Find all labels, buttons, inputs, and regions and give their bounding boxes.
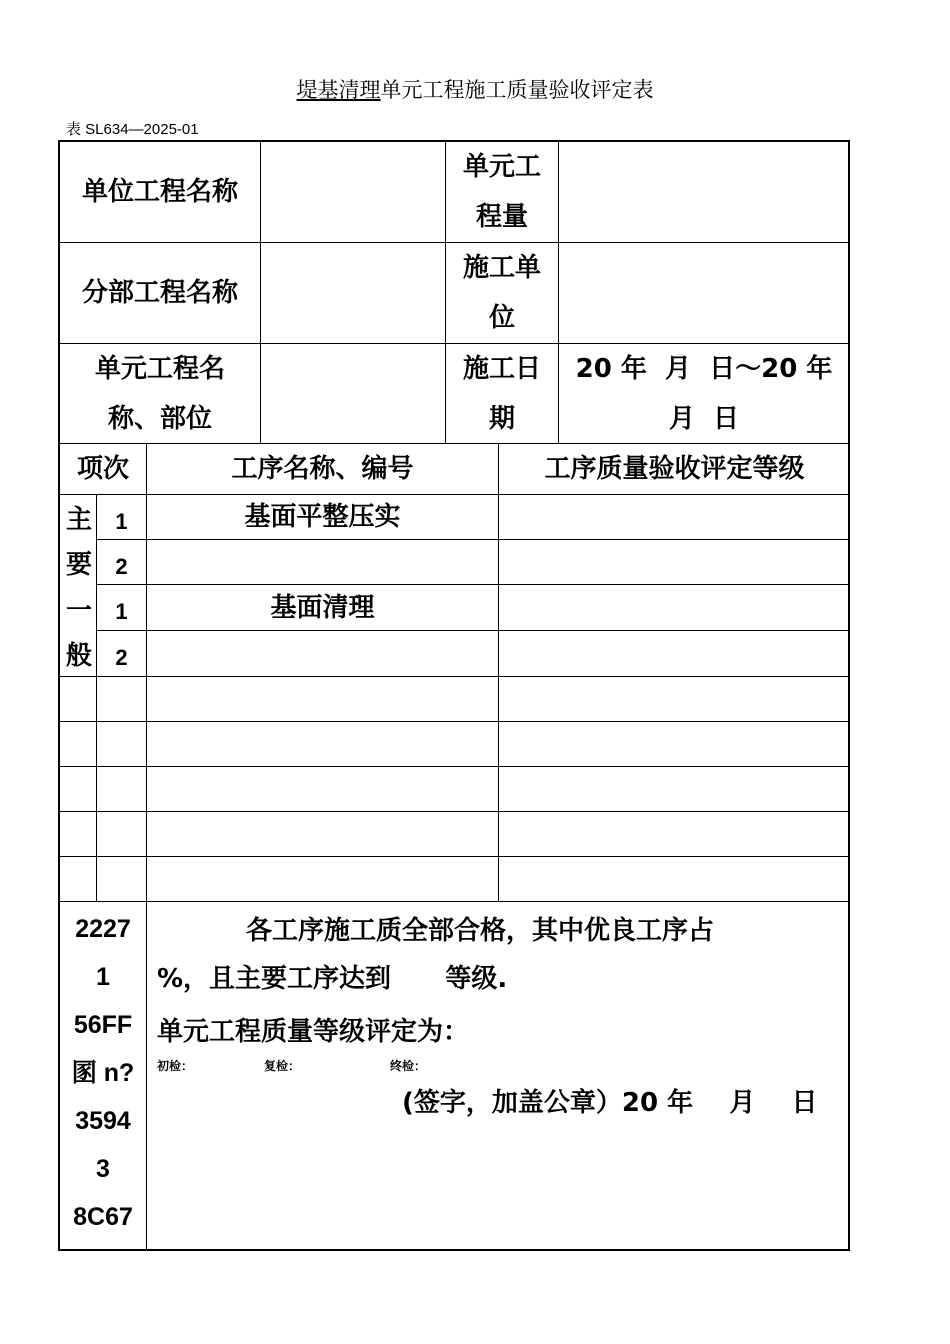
row-number: 1	[115, 509, 128, 534]
code-line: 8C67	[73, 1203, 133, 1231]
final-check-label: 终检：	[390, 1059, 427, 1073]
assessment-line1: 各工序施工质全部合格，其中优良工序占	[246, 916, 715, 946]
process-grade-field[interactable]	[499, 540, 850, 584]
code-line: 56FF	[73, 1011, 133, 1039]
unit-quantity-field[interactable]	[559, 142, 849, 242]
division-name-field[interactable]	[261, 243, 445, 343]
column-header-process: 工序名称、编号	[231, 454, 414, 484]
code-line: 2227	[75, 915, 131, 943]
garbled-code-column	[60, 905, 146, 1241]
row-divider	[59, 676, 850, 677]
re-check-label: 复检：	[264, 1059, 301, 1073]
construction-unit-label-line2: 位	[488, 303, 515, 333]
row-divider	[59, 856, 850, 857]
code-line: 3	[96, 1155, 110, 1183]
code-line: 1	[96, 963, 110, 991]
unit-quantity-label-line1: 单元工	[462, 152, 541, 182]
signature-line: (签字，加盖公章）20 年 月 日	[402, 1088, 818, 1118]
process-name: 基面平整压实	[244, 502, 401, 532]
row-number: 2	[115, 554, 128, 579]
table-code: 表 SL634—2025-01	[66, 121, 199, 138]
unit-quantity-label	[446, 142, 558, 242]
main-label-char2: 要	[66, 550, 93, 580]
row-number: 1	[115, 599, 128, 624]
title-underlined-part: 堤基清理	[296, 78, 381, 102]
construction-date-field[interactable]	[559, 344, 849, 443]
first-check-label: 初检：	[157, 1059, 194, 1073]
construction-date-line2: 月 日	[668, 403, 740, 434]
construction-unit-label	[446, 243, 558, 343]
title-rest: 单元工程施工质量验收评定表	[380, 78, 654, 102]
general-category-label	[66, 589, 92, 679]
column-header-item: 项次	[76, 454, 129, 484]
element-name-field[interactable]	[261, 344, 445, 443]
process-name	[147, 540, 498, 584]
unit-project-name-field[interactable]	[261, 142, 445, 242]
process-grade-field[interactable]	[499, 631, 850, 676]
code-line: 圂 n?	[71, 1059, 135, 1087]
main-category-label	[66, 498, 92, 588]
construction-date-label-line2: 期	[488, 403, 515, 434]
row-divider	[59, 721, 850, 722]
document-title	[0, 74, 950, 104]
element-name-label-line1: 单元工程名	[94, 353, 225, 384]
row-divider	[59, 811, 850, 812]
row-divider	[59, 766, 850, 767]
general-label-char2: 般	[66, 641, 93, 671]
construction-date-line1: 20 年 月 日～20 年	[575, 353, 833, 384]
construction-unit-label-line1: 施工单	[462, 253, 541, 283]
element-name-label	[60, 344, 260, 443]
unit-project-name-label: 单位工程名称	[81, 177, 238, 207]
row-number: 2	[115, 645, 128, 670]
unit-quantity-label-line2: 程量	[475, 202, 528, 232]
element-name-label-line2: 称、部位	[107, 403, 212, 434]
process-grade-field[interactable]	[499, 495, 850, 539]
general-label-char1: 一	[66, 596, 93, 626]
process-name	[147, 631, 498, 676]
assessment-line3: 单元工程质量等级评定为：	[157, 1017, 470, 1047]
construction-unit-field[interactable]	[559, 243, 849, 343]
construction-date-label	[446, 344, 558, 443]
construction-date-label-line1: 施工日	[462, 353, 541, 384]
assessment-line2: %，且主要工序达到 等级.	[157, 964, 508, 994]
process-grade-field[interactable]	[499, 585, 850, 630]
column-header-grade: 工序质量验收评定等级	[544, 454, 805, 484]
division-name-label: 分部工程名称	[81, 278, 238, 308]
process-name: 基面清理	[270, 592, 375, 623]
code-line: 3594	[75, 1107, 131, 1135]
main-label-char1: 主	[66, 505, 93, 535]
row-divider	[59, 901, 850, 902]
